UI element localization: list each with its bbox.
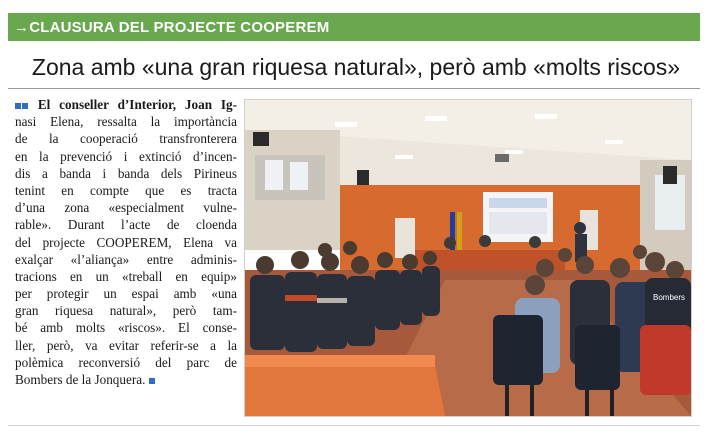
body-line: rable». Durant l’acte de cloenda bbox=[15, 217, 237, 233]
body-line: en la prevenció i extinció d’incen- bbox=[15, 148, 237, 164]
body-line: bé amb molts «riscos». El conse- bbox=[15, 320, 237, 336]
section-header-bar bbox=[8, 13, 700, 41]
body-line: per protegir un espai amb «una bbox=[15, 286, 237, 302]
body-line: nasi Elena, ressalta la importància bbox=[15, 114, 237, 130]
body-line: d’una zona «especialment vulne- bbox=[15, 200, 237, 216]
body-line: exalçar «l’aliança» entre adminis- bbox=[15, 251, 237, 267]
end-square-icon bbox=[149, 378, 155, 384]
bullet-square-icon bbox=[22, 103, 28, 109]
bullet-square-icon bbox=[15, 103, 21, 109]
body-line: ller, però, va evitar referir-se a la bbox=[15, 337, 237, 353]
body-line: El conseller d’Interior, Joan Ig- bbox=[15, 96, 237, 113]
body-line: Bombers de la Jonquera. bbox=[15, 371, 237, 388]
body-line: gran riquesa natural», però tam- bbox=[15, 303, 237, 319]
body-line: tracions en un «treball en equip» bbox=[15, 268, 237, 284]
body-line: polèmica reconversió del parc de bbox=[15, 354, 237, 370]
article-body bbox=[15, 96, 237, 388]
body-line: dis a banda i banda dels Pirineus bbox=[15, 165, 237, 181]
body-line: del projecte COOPEREM, Elena va bbox=[15, 234, 237, 250]
section-label: →CLAUSURA DEL PROJECTE COOPEREM bbox=[14, 18, 330, 36]
bottom-divider bbox=[8, 425, 700, 426]
body-line: tenint en compte que es tracta bbox=[15, 182, 237, 198]
article-headline: Zona amb «una gran riquesa natural», però amb «molts riscos» bbox=[31, 54, 681, 80]
body-line: de la cooperació transfronterera bbox=[15, 131, 237, 147]
divider bbox=[8, 88, 700, 89]
bombers-jacket-text: Bombers bbox=[653, 293, 686, 302]
event-photo bbox=[244, 99, 692, 417]
